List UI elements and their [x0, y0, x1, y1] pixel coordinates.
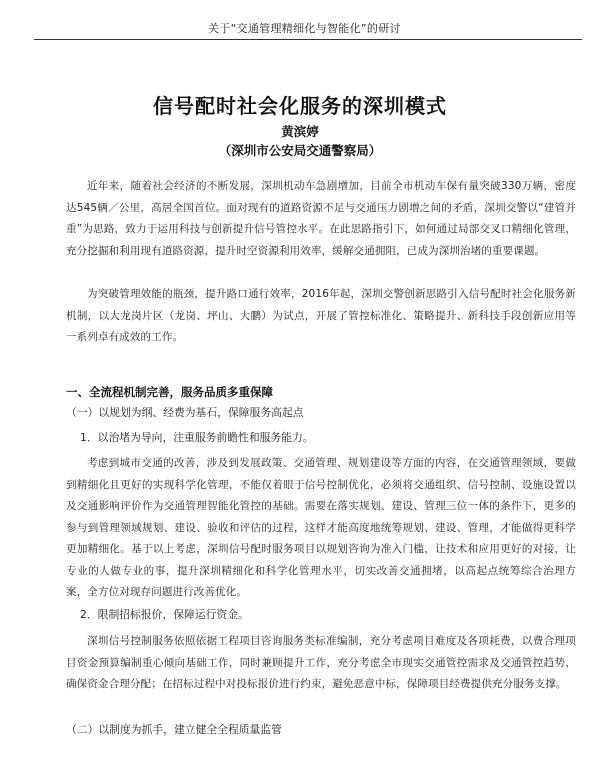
header-rule	[34, 39, 582, 40]
article-title: 信号配时社会化服务的深圳模式	[153, 94, 447, 118]
section-heading: 一、全流程机制完善，服务品质多重保障	[66, 385, 273, 399]
list-item-2: 2．限制招标报价，保障运行资金。	[80, 608, 249, 621]
subsection-heading-2: （二）以制度为抓手，建立健全全程质量监管	[66, 723, 282, 736]
article-affiliation: （深圳市公安局交通警察局）	[218, 143, 382, 158]
intro-paragraph-2: 为突破管理效能的瓶颈，提升路口通行效率，2016年起，深圳交警创新思路引入信号配时社会化服务新机制，以大龙岗片区（龙岗、坪山、大鹏）为试点，开展了管控标准化、策略提升、新科技手段创新应用等一系列卓有成效的工作。	[66, 288, 576, 343]
body-paragraph-4: 深圳信号控制服务依照依据工程项目咨询服务类标准编制，充分考虑项目难度及各项耗费，以费合理项目资金预算编制重心倾向基础工作，同时兼顾提升工作，充分考虑全市现实交通管控需求及交通管控趋势，确保资金合理分配；在招标过程中对投标报价进行约束，避免恶意中标，保障项目经费提供充分服务支撑。	[66, 635, 576, 690]
body-paragraph-3: 考虑到城市交通的改善，涉及到发展政策、交通管理、规划建设等方面的内容，在交通管理领域，要做到精细化且更好的实现科学化管理，不能仅着眼于信号控制优化，必须将交通组织、信号控制、设施设置以及交通影响评价作为交通管理智能化管控的基础。需要在落实规划、建设、管理三位一体的条件下，更多的参与到管理领域规划、建设、验收和评估的过程，这样才能高度地统筹规划、建设、管理，才能做得更科学更加精细化。基于以上考虑，深圳信号配时服务项目以规划咨询为准入门槛，让技术和应用更好的对接，让专业的人做专业的事，提升深圳精细化和科学化管理水平，切实改善交通拥堵，以高起点统筹综合治理方案，全方位对现存问题进行改善优化。	[66, 457, 576, 598]
subsection-heading-1: （一）以规划为纲、经费为基石，保障服务高起点	[66, 406, 304, 419]
running-header	[0, 0, 600, 44]
list-item-1: 1．以治堵为导向，注重服务前瞻性和服务能力。	[80, 431, 314, 444]
article-author: 黄滨婷	[281, 124, 319, 139]
intro-paragraph-1: 近年来，随着社会经济的不断发展，深圳机动车急剧增加，目前全市机动车保有量突破330万辆，密度达545辆／公里，高居全国首位。面对现有的道路资源不足与交通压力剧增之间的矛盾，深圳交警以“建管并重”为思路，致力于运用科技与创新提升信号管控水平。在此思路指引下，如何通过局部交叉口精细化管理，充分挖掘和利用现有道路资源，提升时空资源利用效率，缓解交通拥阻，已成为深圳治堵的重要课题。	[66, 180, 576, 257]
running-title: 关于“交通管理精细化与智能化”的研讨	[208, 22, 401, 35]
